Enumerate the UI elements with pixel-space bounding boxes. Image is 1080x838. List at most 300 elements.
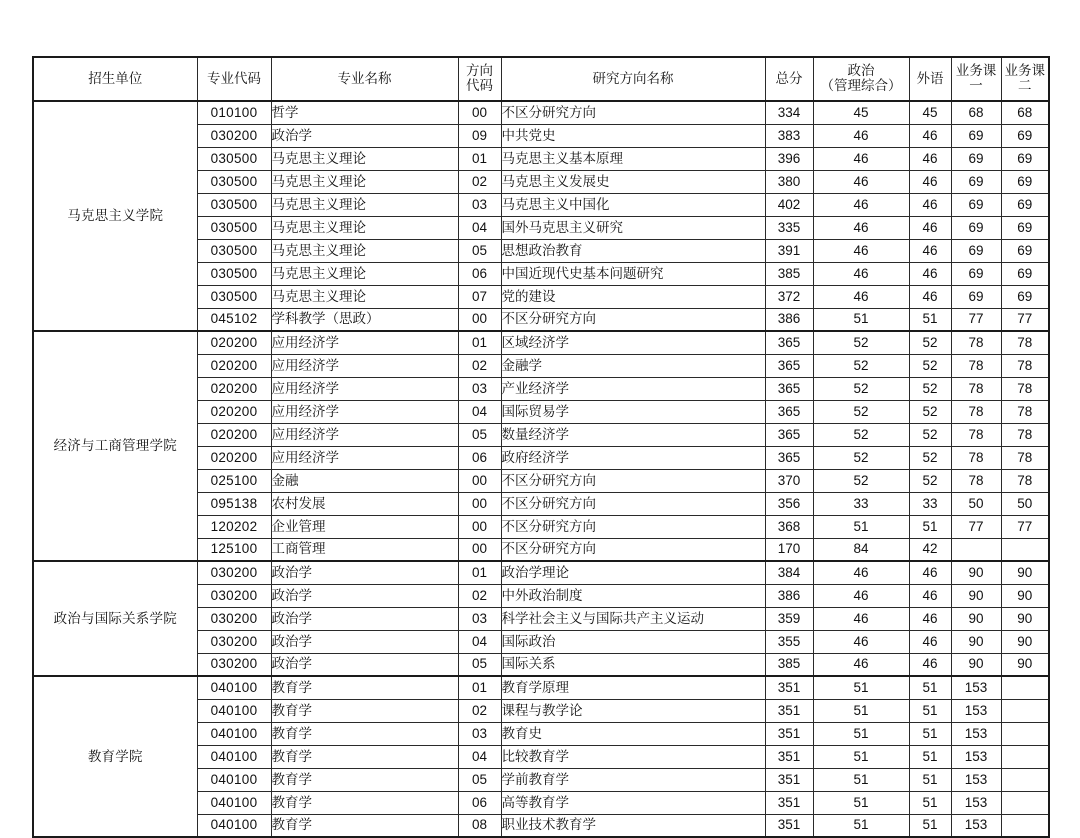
cell-direction-name: 中外政治制度: [501, 584, 765, 607]
cell-major-code: 030500: [197, 239, 271, 262]
cell-course1: 69: [951, 124, 1001, 147]
cell-major-code: 120202: [197, 515, 271, 538]
cell-course2: [1001, 791, 1049, 814]
table-header: [33, 57, 1049, 101]
cell-major-code: 030500: [197, 170, 271, 193]
cell-direction-name: 不区分研究方向: [501, 538, 765, 561]
cell-direction-code: 00: [458, 515, 501, 538]
cell-course2: [1001, 538, 1049, 561]
cell-total: 365: [765, 331, 813, 354]
cell-major-code: 040100: [197, 814, 271, 837]
cell-course1: 69: [951, 147, 1001, 170]
cell-foreign: 51: [909, 814, 951, 837]
cell-course1: 69: [951, 216, 1001, 239]
cell-total: 370: [765, 469, 813, 492]
cell-course2: 69: [1001, 170, 1049, 193]
cell-major-name: 政治学: [271, 630, 458, 653]
cell-major-code: 030200: [197, 124, 271, 147]
cell-course1: 77: [951, 308, 1001, 331]
cell-foreign: 46: [909, 630, 951, 653]
cell-total: 386: [765, 584, 813, 607]
cell-course1: 90: [951, 653, 1001, 676]
cell-direction-code: 04: [458, 216, 501, 239]
header-row: [33, 57, 1049, 101]
cell-foreign: 51: [909, 745, 951, 768]
cell-total: 385: [765, 653, 813, 676]
cell-direction-name: 国际贸易学: [501, 400, 765, 423]
cell-total: 351: [765, 676, 813, 699]
cell-course2: 68: [1001, 101, 1049, 124]
cell-total: 351: [765, 814, 813, 837]
cell-politics: 52: [813, 331, 909, 354]
cell-course1: 78: [951, 469, 1001, 492]
column-header-major-code: [197, 57, 271, 101]
table-row: [33, 676, 1049, 699]
cell-major-code: 125100: [197, 538, 271, 561]
cell-direction-code: 04: [458, 630, 501, 653]
cell-politics: 33: [813, 492, 909, 515]
cell-course2: [1001, 745, 1049, 768]
cell-foreign: 46: [909, 216, 951, 239]
column-header-total-label: 总分: [775, 70, 803, 86]
cell-major-code: 025100: [197, 469, 271, 492]
cell-major-name: 哲学: [271, 101, 458, 124]
cell-course2: 78: [1001, 423, 1049, 446]
cell-major-name: 马克思主义理论: [271, 216, 458, 239]
cell-politics: 51: [813, 791, 909, 814]
cell-major-code: 040100: [197, 768, 271, 791]
cell-major-code: 030200: [197, 653, 271, 676]
cell-course1: 68: [951, 101, 1001, 124]
cell-unit: 政治与国际关系学院: [33, 561, 197, 676]
cell-total: 386: [765, 308, 813, 331]
cell-major-code: 040100: [197, 722, 271, 745]
cell-direction-name: 教育学原理: [501, 676, 765, 699]
cell-major-code: 030200: [197, 561, 271, 584]
cell-foreign: 51: [909, 699, 951, 722]
column-header-major-name-label: 专业名称: [337, 70, 392, 86]
cell-course1: 78: [951, 400, 1001, 423]
cell-politics: 46: [813, 607, 909, 630]
cell-total: 384: [765, 561, 813, 584]
column-header-unit-label: 招生单位: [88, 70, 143, 86]
cell-course1: 90: [951, 561, 1001, 584]
cell-politics: 52: [813, 377, 909, 400]
cell-major-name: 工商管理: [271, 538, 458, 561]
cell-major-name: 教育学: [271, 722, 458, 745]
cell-foreign: 52: [909, 400, 951, 423]
cell-major-code: 030500: [197, 285, 271, 308]
cell-foreign: 46: [909, 607, 951, 630]
cell-course2: 69: [1001, 285, 1049, 308]
cell-course1: 90: [951, 607, 1001, 630]
cell-course2: 77: [1001, 515, 1049, 538]
cell-course2: 90: [1001, 584, 1049, 607]
cell-course1: 69: [951, 170, 1001, 193]
cell-course2: [1001, 814, 1049, 837]
cell-politics: 52: [813, 446, 909, 469]
cell-total: 402: [765, 193, 813, 216]
cell-major-name: 马克思主义理论: [271, 262, 458, 285]
cell-direction-name: 国际关系: [501, 653, 765, 676]
cell-major-code: 020200: [197, 400, 271, 423]
cell-total: 365: [765, 377, 813, 400]
cell-major-code: 020200: [197, 331, 271, 354]
cell-course1: [951, 538, 1001, 561]
column-header-politics: [813, 57, 909, 101]
cell-course1: 69: [951, 239, 1001, 262]
cell-direction-code: 06: [458, 446, 501, 469]
cell-major-name: 应用经济学: [271, 400, 458, 423]
cell-politics: 51: [813, 745, 909, 768]
cell-direction-code: 04: [458, 745, 501, 768]
cell-total: 334: [765, 101, 813, 124]
cell-politics: 51: [813, 308, 909, 331]
cell-major-code: 030200: [197, 607, 271, 630]
cell-unit: 经济与工商管理学院: [33, 331, 197, 561]
cell-direction-code: 00: [458, 308, 501, 331]
cell-major-name: 政治学: [271, 584, 458, 607]
cell-direction-name: 金融学: [501, 354, 765, 377]
cell-foreign: 51: [909, 676, 951, 699]
cell-direction-code: 05: [458, 768, 501, 791]
cell-major-code: 010100: [197, 101, 271, 124]
table-row: [33, 331, 1049, 354]
cell-direction-name: 不区分研究方向: [501, 515, 765, 538]
column-header-direction-code-line1: 方向: [466, 63, 493, 79]
cell-total: 351: [765, 699, 813, 722]
cell-course2: 69: [1001, 239, 1049, 262]
cell-major-name: 应用经济学: [271, 446, 458, 469]
cell-total: 385: [765, 262, 813, 285]
cell-direction-name: 国外马克思主义研究: [501, 216, 765, 239]
cell-direction-code: 06: [458, 791, 501, 814]
cell-course1: 153: [951, 814, 1001, 837]
cell-course2: 77: [1001, 308, 1049, 331]
cell-direction-name: 产业经济学: [501, 377, 765, 400]
cell-major-name: 教育学: [271, 768, 458, 791]
cell-direction-code: 01: [458, 676, 501, 699]
cell-foreign: 46: [909, 285, 951, 308]
cell-direction-code: 00: [458, 469, 501, 492]
cell-politics: 52: [813, 469, 909, 492]
column-header-foreign-label: 外语: [916, 70, 944, 86]
table-row: [33, 101, 1049, 124]
cell-politics: 46: [813, 630, 909, 653]
cell-total: 355: [765, 630, 813, 653]
cell-major-name: 教育学: [271, 814, 458, 837]
cell-politics: 46: [813, 561, 909, 584]
cell-politics: 46: [813, 584, 909, 607]
column-header-politics-line1: 政治: [847, 63, 875, 79]
cell-course1: 153: [951, 745, 1001, 768]
cell-course1: 69: [951, 262, 1001, 285]
cell-major-name: 马克思主义理论: [271, 193, 458, 216]
cell-unit: 马克思主义学院: [33, 101, 197, 331]
cell-foreign: 52: [909, 469, 951, 492]
cell-course1: 153: [951, 791, 1001, 814]
cell-course1: 78: [951, 331, 1001, 354]
cell-major-code: 020200: [197, 423, 271, 446]
cell-politics: 51: [813, 676, 909, 699]
cell-course2: [1001, 676, 1049, 699]
cell-total: 351: [765, 768, 813, 791]
column-header-direction-code-line2: 代码: [466, 78, 493, 93]
cell-politics: 52: [813, 400, 909, 423]
cell-politics: 84: [813, 538, 909, 561]
cell-direction-name: 不区分研究方向: [501, 492, 765, 515]
cell-major-code: 030200: [197, 630, 271, 653]
cell-major-name: 政治学: [271, 607, 458, 630]
cell-direction-name: 课程与教学论: [501, 699, 765, 722]
cell-total: 170: [765, 538, 813, 561]
cell-direction-code: 01: [458, 561, 501, 584]
cell-major-code: 045102: [197, 308, 271, 331]
cell-major-name: 企业管理: [271, 515, 458, 538]
cell-major-code: 040100: [197, 699, 271, 722]
cell-direction-name: 中国近现代史基本问题研究: [501, 262, 765, 285]
cell-foreign: 51: [909, 515, 951, 538]
cell-politics: 52: [813, 423, 909, 446]
cell-course1: 78: [951, 423, 1001, 446]
cell-total: 365: [765, 400, 813, 423]
cell-total: 383: [765, 124, 813, 147]
table-row: [33, 561, 1049, 584]
cell-major-code: 030500: [197, 147, 271, 170]
cell-major-name: 应用经济学: [271, 354, 458, 377]
column-header-politics-line2: （管理综合）: [820, 78, 902, 93]
cell-foreign: 46: [909, 584, 951, 607]
cell-direction-name: 数量经济学: [501, 423, 765, 446]
cell-total: 351: [765, 791, 813, 814]
cell-course2: 69: [1001, 124, 1049, 147]
cell-direction-code: 03: [458, 377, 501, 400]
cell-direction-name: 不区分研究方向: [501, 308, 765, 331]
cell-total: 365: [765, 354, 813, 377]
column-header-direction-name-label: 研究方向名称: [592, 70, 674, 86]
column-header-course2: [1001, 57, 1049, 101]
cell-direction-code: 08: [458, 814, 501, 837]
column-header-foreign: [909, 57, 951, 101]
cell-major-name: 政治学: [271, 653, 458, 676]
cell-course2: 90: [1001, 607, 1049, 630]
cell-direction-name: 中共党史: [501, 124, 765, 147]
cell-politics: 51: [813, 814, 909, 837]
cell-major-name: 应用经济学: [271, 423, 458, 446]
cell-foreign: 46: [909, 193, 951, 216]
cell-foreign: 52: [909, 331, 951, 354]
cell-major-name: 应用经济学: [271, 331, 458, 354]
cell-major-name: 马克思主义理论: [271, 147, 458, 170]
cell-direction-name: 政治学理论: [501, 561, 765, 584]
cell-direction-name: 学前教育学: [501, 768, 765, 791]
cell-politics: 46: [813, 239, 909, 262]
column-header-major-code-label: 专业代码: [207, 70, 261, 86]
cell-direction-code: 02: [458, 354, 501, 377]
cell-politics: 51: [813, 722, 909, 745]
cell-course2: [1001, 699, 1049, 722]
cell-politics: 46: [813, 193, 909, 216]
cell-direction-code: 05: [458, 239, 501, 262]
cell-direction-name: 比较教育学: [501, 745, 765, 768]
cell-course2: 69: [1001, 216, 1049, 239]
cell-course2: 78: [1001, 469, 1049, 492]
admission-score-table: [32, 56, 1050, 838]
cell-total: 351: [765, 745, 813, 768]
cell-foreign: 42: [909, 538, 951, 561]
cell-foreign: 52: [909, 354, 951, 377]
cell-total: 356: [765, 492, 813, 515]
cell-direction-code: 03: [458, 607, 501, 630]
cell-total: 359: [765, 607, 813, 630]
cell-foreign: 52: [909, 377, 951, 400]
cell-course1: 153: [951, 722, 1001, 745]
cell-major-name: 应用经济学: [271, 377, 458, 400]
cell-direction-code: 03: [458, 193, 501, 216]
cell-direction-name: 职业技术教育学: [501, 814, 765, 837]
cell-direction-name: 教育史: [501, 722, 765, 745]
cell-direction-code: 09: [458, 124, 501, 147]
cell-course2: 78: [1001, 400, 1049, 423]
column-header-direction-name: [501, 57, 765, 101]
cell-politics: 46: [813, 262, 909, 285]
cell-major-code: 030500: [197, 262, 271, 285]
cell-major-name: 农村发展: [271, 492, 458, 515]
cell-direction-code: 04: [458, 400, 501, 423]
cell-major-code: 040100: [197, 676, 271, 699]
column-header-total: [765, 57, 813, 101]
cell-direction-name: 国际政治: [501, 630, 765, 653]
cell-direction-code: 01: [458, 331, 501, 354]
cell-course1: 90: [951, 630, 1001, 653]
cell-foreign: 52: [909, 446, 951, 469]
cell-major-name: 教育学: [271, 676, 458, 699]
cell-foreign: 46: [909, 653, 951, 676]
cell-course2: 90: [1001, 630, 1049, 653]
cell-politics: 51: [813, 699, 909, 722]
cell-course1: 69: [951, 285, 1001, 308]
cell-direction-name: 马克思主义发展史: [501, 170, 765, 193]
cell-politics: 51: [813, 768, 909, 791]
column-header-course2-label: 业务课二: [1004, 63, 1045, 93]
cell-course2: 78: [1001, 377, 1049, 400]
cell-total: 351: [765, 722, 813, 745]
cell-major-name: 教育学: [271, 745, 458, 768]
cell-direction-code: 01: [458, 147, 501, 170]
cell-major-code: 030500: [197, 193, 271, 216]
cell-course2: 50: [1001, 492, 1049, 515]
cell-course1: 50: [951, 492, 1001, 515]
cell-course2: [1001, 722, 1049, 745]
cell-politics: 46: [813, 285, 909, 308]
cell-course2: 69: [1001, 262, 1049, 285]
cell-course1: 153: [951, 768, 1001, 791]
cell-politics: 51: [813, 515, 909, 538]
cell-major-code: 040100: [197, 745, 271, 768]
cell-course1: 78: [951, 354, 1001, 377]
table-body: [33, 101, 1049, 837]
cell-course2: 69: [1001, 147, 1049, 170]
cell-foreign: 51: [909, 791, 951, 814]
cell-politics: 52: [813, 354, 909, 377]
cell-course1: 69: [951, 193, 1001, 216]
cell-direction-name: 不区分研究方向: [501, 469, 765, 492]
cell-direction-name: 马克思主义基本原理: [501, 147, 765, 170]
cell-direction-code: 02: [458, 584, 501, 607]
cell-politics: 46: [813, 216, 909, 239]
cell-direction-name: 区域经济学: [501, 331, 765, 354]
column-header-unit: [33, 57, 197, 101]
cell-foreign: 46: [909, 561, 951, 584]
cell-major-name: 金融: [271, 469, 458, 492]
cell-foreign: 46: [909, 147, 951, 170]
cell-direction-code: 00: [458, 538, 501, 561]
cell-course1: 90: [951, 584, 1001, 607]
column-header-course1: [951, 57, 1001, 101]
cell-total: 396: [765, 147, 813, 170]
cell-major-name: 教育学: [271, 791, 458, 814]
cell-direction-name: 思想政治教育: [501, 239, 765, 262]
cell-foreign: 46: [909, 262, 951, 285]
cell-course2: 78: [1001, 446, 1049, 469]
cell-direction-name: 党的建设: [501, 285, 765, 308]
cell-direction-code: 05: [458, 653, 501, 676]
cell-politics: 46: [813, 147, 909, 170]
cell-course2: 78: [1001, 331, 1049, 354]
cell-major-name: 教育学: [271, 699, 458, 722]
column-header-major-name: [271, 57, 458, 101]
cell-major-code: 020200: [197, 446, 271, 469]
cell-total: 365: [765, 446, 813, 469]
cell-course2: 69: [1001, 193, 1049, 216]
cell-foreign: 51: [909, 308, 951, 331]
cell-total: 365: [765, 423, 813, 446]
cell-direction-code: 07: [458, 285, 501, 308]
cell-direction-code: 03: [458, 722, 501, 745]
cell-course1: 153: [951, 699, 1001, 722]
cell-course2: [1001, 768, 1049, 791]
cell-direction-code: 05: [458, 423, 501, 446]
cell-direction-code: 06: [458, 262, 501, 285]
cell-foreign: 52: [909, 423, 951, 446]
cell-course1: 153: [951, 676, 1001, 699]
cell-foreign: 45: [909, 101, 951, 124]
cell-politics: 46: [813, 170, 909, 193]
cell-total: 368: [765, 515, 813, 538]
cell-direction-name: 马克思主义中国化: [501, 193, 765, 216]
cell-direction-name: 不区分研究方向: [501, 101, 765, 124]
cell-direction-name: 高等教育学: [501, 791, 765, 814]
cell-foreign: 46: [909, 239, 951, 262]
cell-direction-name: 政府经济学: [501, 446, 765, 469]
cell-major-code: 020200: [197, 377, 271, 400]
cell-course1: 78: [951, 446, 1001, 469]
cell-major-name: 学科教学（思政）: [271, 308, 458, 331]
cell-major-code: 030200: [197, 584, 271, 607]
cell-major-code: 020200: [197, 354, 271, 377]
cell-direction-code: 02: [458, 699, 501, 722]
cell-foreign: 46: [909, 170, 951, 193]
column-header-course1-label: 业务课一: [955, 63, 997, 93]
cell-direction-code: 00: [458, 492, 501, 515]
cell-politics: 46: [813, 653, 909, 676]
cell-politics: 45: [813, 101, 909, 124]
cell-foreign: 51: [909, 722, 951, 745]
cell-total: 380: [765, 170, 813, 193]
cell-major-code: 095138: [197, 492, 271, 515]
cell-direction-code: 00: [458, 101, 501, 124]
score-table-sheet: [32, 56, 1048, 838]
